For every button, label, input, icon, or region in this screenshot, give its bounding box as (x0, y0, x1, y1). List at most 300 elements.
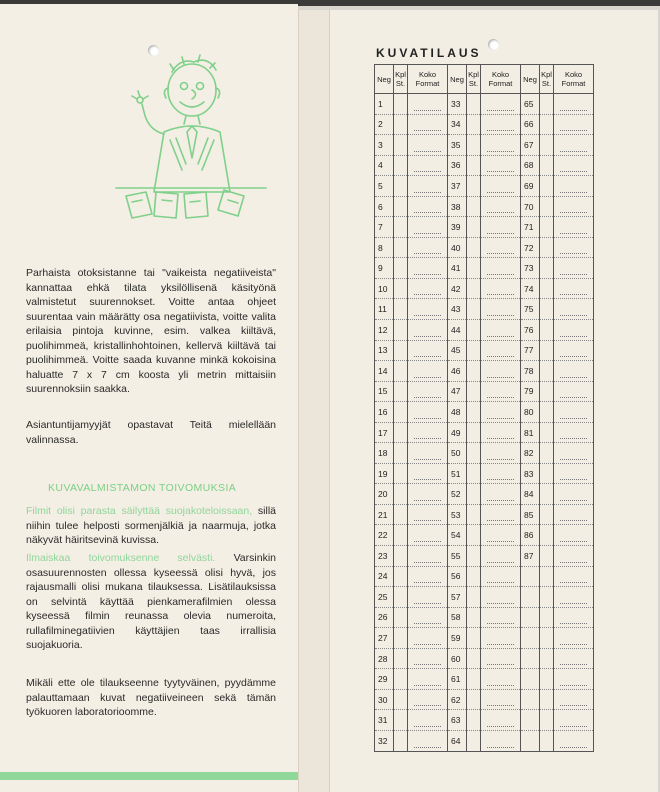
format-cell[interactable] (481, 669, 521, 690)
format-cell[interactable] (481, 628, 521, 649)
format-cell[interactable] (408, 607, 448, 628)
quantity-cell[interactable] (394, 361, 408, 382)
format-cell[interactable] (408, 628, 448, 649)
order-row (375, 730, 594, 751)
quantity-cell[interactable] (540, 196, 554, 217)
order-row (375, 237, 594, 258)
format-cell[interactable] (408, 217, 448, 238)
neg-number-cell: 40 (448, 237, 467, 258)
quantity-cell[interactable] (467, 463, 481, 484)
quantity-cell[interactable] (467, 443, 481, 464)
quantity-cell[interactable] (467, 237, 481, 258)
format-cell[interactable] (481, 340, 521, 361)
green-bottom-strip (0, 772, 298, 780)
quantity-cell[interactable] (394, 258, 408, 279)
quantity-cell[interactable] (394, 278, 408, 299)
format-cell[interactable] (408, 278, 448, 299)
quantity-cell[interactable] (394, 94, 408, 115)
quantity-cell[interactable] (540, 546, 554, 567)
quantity-cell[interactable] (467, 217, 481, 238)
format-cell[interactable] (408, 176, 448, 197)
format-cell[interactable] (408, 504, 448, 525)
quantity-cell[interactable] (540, 484, 554, 505)
quantity-cell[interactable] (467, 484, 481, 505)
order-row (375, 546, 594, 567)
quantity-cell[interactable] (467, 710, 481, 731)
header-st-label: St. (541, 79, 552, 88)
neg-number-cell: 77 (521, 340, 540, 361)
quantity-cell[interactable] (540, 587, 554, 608)
order-row (375, 710, 594, 731)
format-cell[interactable] (481, 114, 521, 135)
quantity-cell[interactable] (467, 196, 481, 217)
neg-number-cell: 25 (375, 587, 394, 608)
format-cell[interactable] (554, 628, 594, 649)
quantity-cell[interactable] (540, 648, 554, 669)
format-cell[interactable] (554, 340, 594, 361)
quantity-cell[interactable] (394, 689, 408, 710)
quantity-cell[interactable] (540, 135, 554, 156)
format-cell[interactable] (408, 381, 448, 402)
format-cell[interactable] (554, 381, 594, 402)
order-table-header (375, 65, 594, 94)
neg-number-cell: 9 (375, 258, 394, 279)
neg-number-cell: 50 (448, 443, 467, 464)
format-cell[interactable] (481, 710, 521, 731)
neg-number-cell: 44 (448, 320, 467, 341)
quantity-cell[interactable] (394, 135, 408, 156)
quantity-cell[interactable] (467, 320, 481, 341)
format-cell[interactable] (408, 135, 448, 156)
format-cell[interactable] (408, 299, 448, 320)
header-koko-label: Koko (564, 70, 583, 79)
format-cell[interactable] (554, 278, 594, 299)
neg-number-cell: 19 (375, 463, 394, 484)
quantity-cell[interactable] (540, 566, 554, 587)
format-cell[interactable] (554, 114, 594, 135)
neg-number-cell: 63 (448, 710, 467, 731)
neg-number-cell: 7 (375, 217, 394, 238)
neg-number-cell: 58 (448, 607, 467, 628)
format-cell[interactable] (408, 648, 448, 669)
format-cell[interactable] (481, 546, 521, 567)
header-kpl (540, 65, 554, 94)
neg-number-cell: 26 (375, 607, 394, 628)
neg-number-cell: 24 (375, 566, 394, 587)
quantity-cell[interactable] (467, 114, 481, 135)
order-row (375, 607, 594, 628)
header-koko (554, 65, 594, 94)
quantity-cell[interactable] (540, 381, 554, 402)
quantity-cell[interactable] (540, 710, 554, 731)
neg-number-cell: 84 (521, 484, 540, 505)
format-cell[interactable] (554, 320, 594, 341)
neg-number-cell: 48 (448, 402, 467, 423)
quantity-cell[interactable] (394, 587, 408, 608)
neg-number-cell: 1 (375, 94, 394, 115)
quantity-cell[interactable] (540, 525, 554, 546)
order-row (375, 176, 594, 197)
format-cell[interactable] (481, 217, 521, 238)
neg-number-cell: 33 (448, 94, 467, 115)
format-cell[interactable] (554, 422, 594, 443)
order-row (375, 422, 594, 443)
quantity-cell[interactable] (467, 278, 481, 299)
format-cell[interactable] (554, 361, 594, 382)
neg-number-cell: 73 (521, 258, 540, 279)
format-cell[interactable] (408, 237, 448, 258)
quantity-cell[interactable] (394, 607, 408, 628)
quantity-cell[interactable] (394, 710, 408, 731)
format-cell[interactable] (481, 176, 521, 197)
quantity-cell[interactable] (467, 94, 481, 115)
quantity-cell[interactable] (394, 155, 408, 176)
neg-number-cell: 42 (448, 278, 467, 299)
format-cell[interactable] (481, 566, 521, 587)
quantity-cell[interactable] (540, 299, 554, 320)
header-koko-label: Koko (418, 70, 437, 79)
neg-number-cell: 80 (521, 402, 540, 423)
format-cell[interactable] (408, 546, 448, 567)
format-cell[interactable] (554, 669, 594, 690)
order-row (375, 278, 594, 299)
order-row (375, 320, 594, 341)
neg-number-cell: 72 (521, 237, 540, 258)
format-cell[interactable] (408, 566, 448, 587)
neg-number-cell: 38 (448, 196, 467, 217)
neg-number-cell: 12 (375, 320, 394, 341)
format-cell[interactable] (408, 155, 448, 176)
quantity-cell[interactable] (467, 155, 481, 176)
quantity-cell[interactable] (394, 237, 408, 258)
quantity-cell[interactable] (540, 628, 554, 649)
neg-number-cell: 61 (448, 669, 467, 690)
quantity-cell[interactable] (540, 669, 554, 690)
order-row (375, 648, 594, 669)
quantity-cell[interactable] (467, 422, 481, 443)
quantity-cell[interactable] (467, 381, 481, 402)
quantity-cell[interactable] (540, 607, 554, 628)
quantity-cell[interactable] (467, 587, 481, 608)
intro-paragraph: Parhaista otoksistanne tai "vaikeista negatiiveista" kannattaa ehkä tilata yksilöllisenä käsityönä valmistetut suurennokset. Voitte antaa ohjeet suurentaa vain määrätty osa negatiivista, voitte valita erilaisia pintoja kuvinne, esim. valkea kiiltävä, puolihimmeä, kristallinhohtoinen, kellervä kiiltävä tai puolihimmeä. Voitte saada kuvanne minkä kokoisina haluatte 7 x 7 cm koosta yli metrin mittaisiin suurennoksiin saakka. (26, 267, 276, 395)
format-cell[interactable] (554, 607, 594, 628)
quantity-cell[interactable] (394, 648, 408, 669)
format-cell[interactable] (554, 484, 594, 505)
quantity-cell[interactable] (540, 504, 554, 525)
neg-number-cell: 18 (375, 443, 394, 464)
quantity-cell[interactable] (467, 648, 481, 669)
order-row (375, 196, 594, 217)
format-cell[interactable] (408, 320, 448, 341)
format-cell[interactable] (554, 587, 594, 608)
quantity-cell[interactable] (540, 258, 554, 279)
neg-number-cell: 75 (521, 299, 540, 320)
quantity-cell[interactable] (540, 730, 554, 751)
quantity-cell[interactable] (394, 546, 408, 567)
quantity-cell[interactable] (394, 381, 408, 402)
quantity-cell[interactable] (394, 669, 408, 690)
neg-number-cell: 17 (375, 422, 394, 443)
photographer-illustration (112, 50, 272, 230)
quantity-cell[interactable] (467, 504, 481, 525)
neg-number-cell (521, 628, 540, 649)
format-cell[interactable] (554, 237, 594, 258)
format-cell[interactable] (554, 504, 594, 525)
format-cell[interactable] (481, 299, 521, 320)
neg-number-cell: 65 (521, 94, 540, 115)
quantity-cell[interactable] (394, 566, 408, 587)
format-cell[interactable] (481, 689, 521, 710)
neg-number-cell: 30 (375, 689, 394, 710)
quantity-cell[interactable] (467, 340, 481, 361)
format-cell[interactable] (408, 361, 448, 382)
order-table (374, 64, 594, 752)
format-cell[interactable] (481, 587, 521, 608)
format-cell[interactable] (554, 258, 594, 279)
quantity-cell[interactable] (467, 525, 481, 546)
quantity-cell[interactable] (540, 463, 554, 484)
wish-1-text: sillä niihin tulee helposti sormenjälkiä ja naarmuja, jotka näkyvät häiritsevinä kuvissa. (26, 505, 276, 546)
quantity-cell[interactable] (394, 463, 408, 484)
format-cell[interactable] (481, 155, 521, 176)
advice-paragraph: Asiantuntijamyyjät opastavat Teitä mielellään valinnassa. (26, 419, 276, 446)
order-row (375, 217, 594, 238)
neg-number-cell: 76 (521, 320, 540, 341)
quantity-cell[interactable] (394, 320, 408, 341)
format-cell[interactable] (481, 361, 521, 382)
quantity-cell[interactable] (394, 176, 408, 197)
quantity-cell[interactable] (467, 176, 481, 197)
quantity-cell[interactable] (467, 546, 481, 567)
quantity-cell[interactable] (540, 217, 554, 238)
neg-number-cell (521, 587, 540, 608)
punch-hole-right (488, 39, 499, 50)
quantity-cell[interactable] (540, 443, 554, 464)
format-cell[interactable] (554, 135, 594, 156)
neg-number-cell: 34 (448, 114, 467, 135)
format-cell[interactable] (554, 196, 594, 217)
format-cell[interactable] (408, 463, 448, 484)
format-cell[interactable] (554, 443, 594, 464)
format-cell[interactable] (481, 258, 521, 279)
order-row (375, 340, 594, 361)
order-row (375, 381, 594, 402)
neg-number-cell: 5 (375, 176, 394, 197)
format-cell[interactable] (554, 94, 594, 115)
format-cell[interactable] (481, 730, 521, 751)
order-row (375, 361, 594, 382)
neg-number-cell (521, 607, 540, 628)
wish-1-highlight: Filmit olisi parasta säilyttää suojakoteloissaan, (26, 505, 253, 517)
format-cell[interactable] (554, 648, 594, 669)
neg-number-cell: 60 (448, 648, 467, 669)
format-cell[interactable] (481, 422, 521, 443)
quantity-cell[interactable] (467, 299, 481, 320)
quantity-cell[interactable] (540, 422, 554, 443)
quantity-cell[interactable] (467, 628, 481, 649)
format-cell[interactable] (408, 730, 448, 751)
quantity-cell[interactable] (540, 689, 554, 710)
format-cell[interactable] (481, 278, 521, 299)
order-row (375, 135, 594, 156)
neg-number-cell: 49 (448, 422, 467, 443)
neg-number-cell: 53 (448, 504, 467, 525)
neg-number-cell (521, 566, 540, 587)
format-cell[interactable] (481, 463, 521, 484)
quantity-cell[interactable] (394, 217, 408, 238)
format-cell[interactable] (408, 669, 448, 690)
neg-number-cell: 52 (448, 484, 467, 505)
quantity-cell[interactable] (394, 114, 408, 135)
order-row (375, 587, 594, 608)
quantity-cell[interactable] (394, 196, 408, 217)
neg-number-cell: 86 (521, 525, 540, 546)
format-cell[interactable] (408, 258, 448, 279)
neg-number-cell (521, 689, 540, 710)
quantity-cell[interactable] (394, 340, 408, 361)
quantity-cell[interactable] (540, 340, 554, 361)
neg-number-cell (521, 710, 540, 731)
quantity-cell[interactable] (467, 361, 481, 382)
quantity-cell[interactable] (467, 607, 481, 628)
quantity-cell[interactable] (394, 504, 408, 525)
quantity-cell[interactable] (540, 320, 554, 341)
format-cell[interactable] (554, 299, 594, 320)
format-cell[interactable] (554, 566, 594, 587)
format-cell[interactable] (408, 525, 448, 546)
format-cell[interactable] (554, 463, 594, 484)
quantity-cell[interactable] (394, 525, 408, 546)
format-cell[interactable] (481, 525, 521, 546)
format-cell[interactable] (481, 648, 521, 669)
format-cell[interactable] (408, 443, 448, 464)
quantity-cell[interactable] (540, 237, 554, 258)
header-format-label: Format (415, 79, 440, 88)
format-cell[interactable] (408, 422, 448, 443)
neg-number-cell: 6 (375, 196, 394, 217)
neg-number-cell: 32 (375, 730, 394, 751)
format-cell[interactable] (554, 155, 594, 176)
header-neg: Neg (375, 65, 394, 94)
quantity-cell[interactable] (467, 566, 481, 587)
header-koko (481, 65, 521, 94)
neg-number-cell: 79 (521, 381, 540, 402)
format-cell[interactable] (481, 402, 521, 423)
quantity-cell[interactable] (467, 135, 481, 156)
format-cell[interactable] (408, 196, 448, 217)
format-cell[interactable] (554, 176, 594, 197)
neg-number-cell: 62 (448, 689, 467, 710)
format-cell[interactable] (554, 710, 594, 731)
format-cell[interactable] (554, 402, 594, 423)
quantity-cell[interactable] (394, 299, 408, 320)
format-cell[interactable] (554, 525, 594, 546)
neg-number-cell: 10 (375, 278, 394, 299)
header-kpl-label: Kpl (395, 70, 406, 79)
format-cell[interactable] (408, 114, 448, 135)
quantity-cell[interactable] (540, 114, 554, 135)
neg-number-cell: 46 (448, 361, 467, 382)
quantity-cell[interactable] (394, 422, 408, 443)
quantity-cell[interactable] (540, 361, 554, 382)
format-cell[interactable] (481, 607, 521, 628)
format-cell[interactable] (481, 381, 521, 402)
neg-number-cell: 28 (375, 648, 394, 669)
format-cell[interactable] (408, 402, 448, 423)
format-cell[interactable] (481, 320, 521, 341)
section-heading: KUVAVALMISTAMON TOIVOMUKSIA (48, 482, 237, 494)
format-cell[interactable] (408, 689, 448, 710)
format-cell[interactable] (554, 217, 594, 238)
header-neg: Neg (448, 65, 467, 94)
neg-number-cell: 29 (375, 669, 394, 690)
order-row (375, 525, 594, 546)
neg-number-cell: 11 (375, 299, 394, 320)
format-cell[interactable] (481, 196, 521, 217)
quantity-cell[interactable] (394, 628, 408, 649)
neg-number-cell: 8 (375, 237, 394, 258)
quantity-cell[interactable] (394, 484, 408, 505)
quantity-cell[interactable] (467, 402, 481, 423)
order-row (375, 484, 594, 505)
wish-2-text: Varsinkin osasuurennosten ollessa kyseessä olisi hyvä, jos rajausmalli olisi mukana tilauksessa. Lisätilauksissa on selvintä käyttää pienkamerafilmien olessa kyseessä filmin reunassa olevia numeroita, rullafilminegatiivien käyttäjien taas irrallisia suojakuoria. (26, 552, 276, 651)
quantity-cell[interactable] (540, 94, 554, 115)
neg-number-cell: 56 (448, 566, 467, 587)
format-cell[interactable] (554, 546, 594, 567)
format-cell[interactable] (481, 135, 521, 156)
neg-number-cell: 69 (521, 176, 540, 197)
order-row (375, 689, 594, 710)
header-koko-label: Koko (491, 70, 510, 79)
quantity-cell[interactable] (467, 258, 481, 279)
neg-number-cell: 37 (448, 176, 467, 197)
neg-number-cell: 47 (448, 381, 467, 402)
format-cell[interactable] (408, 587, 448, 608)
neg-number-cell: 71 (521, 217, 540, 238)
quantity-cell[interactable] (467, 669, 481, 690)
order-form-title: KUVATILAUS (376, 46, 482, 60)
quantity-cell[interactable] (540, 155, 554, 176)
neg-number-cell: 87 (521, 546, 540, 567)
format-cell[interactable] (408, 340, 448, 361)
header-kpl-label: Kpl (541, 70, 552, 79)
format-cell[interactable] (408, 484, 448, 505)
format-cell[interactable] (554, 689, 594, 710)
format-cell[interactable] (481, 237, 521, 258)
format-cell[interactable] (408, 94, 448, 115)
header-format-label: Format (488, 79, 513, 88)
header-neg: Neg (521, 65, 540, 94)
format-cell[interactable] (481, 484, 521, 505)
format-cell[interactable] (408, 710, 448, 731)
quantity-cell[interactable] (467, 730, 481, 751)
quantity-cell[interactable] (394, 730, 408, 751)
quantity-cell[interactable] (467, 689, 481, 710)
quantity-cell[interactable] (394, 402, 408, 423)
order-row (375, 443, 594, 464)
format-cell[interactable] (481, 94, 521, 115)
format-cell[interactable] (481, 443, 521, 464)
quantity-cell[interactable] (540, 278, 554, 299)
quantity-cell[interactable] (540, 176, 554, 197)
format-cell[interactable] (554, 730, 594, 751)
quantity-cell[interactable] (540, 402, 554, 423)
format-cell[interactable] (481, 504, 521, 525)
neg-number-cell: 59 (448, 628, 467, 649)
neg-number-cell (521, 648, 540, 669)
quantity-cell[interactable] (394, 443, 408, 464)
order-row (375, 155, 594, 176)
